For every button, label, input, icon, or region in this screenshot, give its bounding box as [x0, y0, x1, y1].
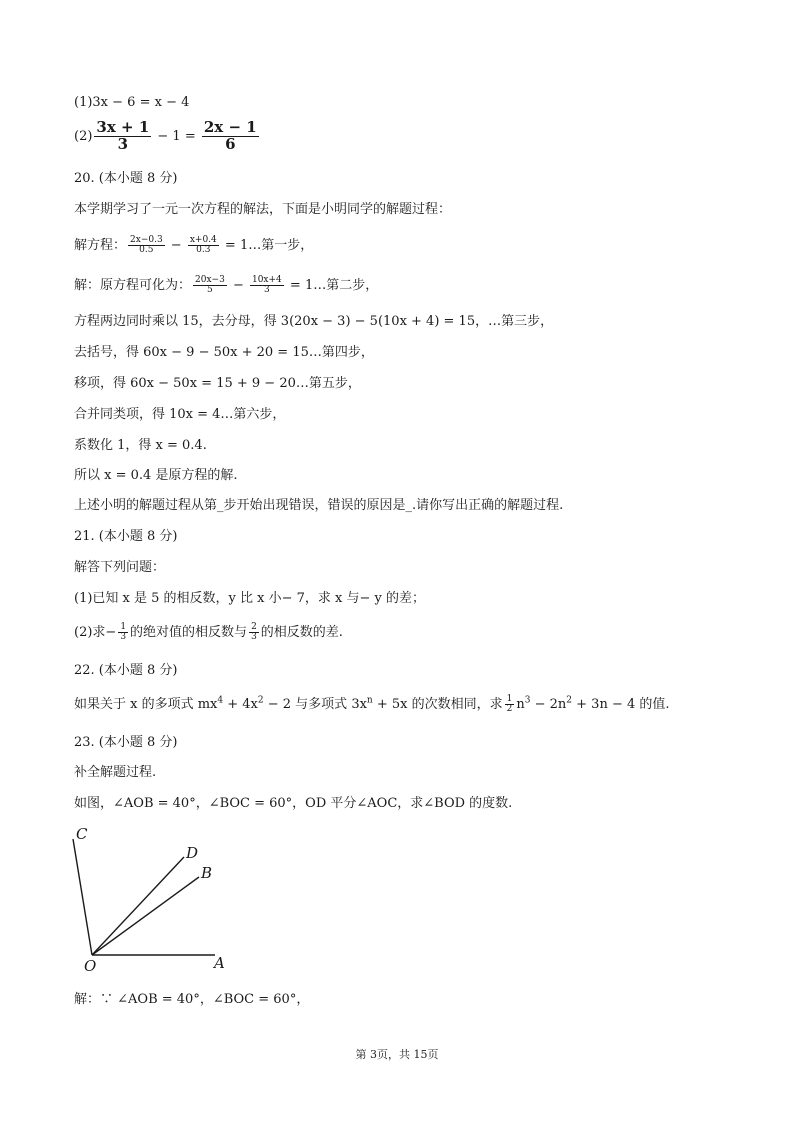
- q22-header: 22. (本小题 8 分): [74, 663, 178, 678]
- q20-step1-tail: = 1…第一步，: [220, 238, 314, 253]
- q21-frac1-den: 3: [120, 632, 127, 642]
- angle-figure: [60, 824, 250, 980]
- q23-problem: 如图，∠AOB = 40°，∠BOC = 60°，OD 平分∠AOC，求∠BOD 的度数.: [74, 796, 513, 811]
- q21-frac2-num: 2: [251, 621, 257, 632]
- q20-step1-frac1-den: 0.5: [128, 245, 165, 255]
- q20-step4: 去括号，得 60x − 9 − 50x + 20 = 15…第四步，: [74, 345, 374, 360]
- label-o: O: [84, 957, 97, 975]
- q22-sup2: 2: [257, 695, 264, 706]
- q19-frac1-num: 3x + 1: [96, 118, 150, 137]
- q22-sup1: 4: [217, 695, 224, 706]
- q21-part2-tail: 的相反数的差.: [260, 625, 343, 640]
- q19-frac2: [202, 120, 259, 153]
- q20-step1-frac1: [128, 236, 165, 256]
- label-a: A: [214, 954, 225, 972]
- q21-part2: [74, 620, 343, 646]
- q20-step7: 系数化 1，得 x = 0.4.: [74, 438, 207, 453]
- q22-text-d: + 5x 的次数相同，求: [372, 697, 503, 712]
- q20-step1-label: 解方程：: [74, 238, 127, 253]
- q19-part2-mid: − 1 =: [153, 129, 200, 144]
- q21-frac1: [118, 623, 128, 643]
- q20-step1-frac2-num: x+0.4: [189, 234, 217, 245]
- q20-intro: 本学期学习了一元一次方程的解法，下面是小明同学的解题过程：: [74, 202, 452, 217]
- q20-step8: 所以 x = 0.4 是原方程的解.: [74, 468, 238, 483]
- q20-step2-frac1-num: 20x−3: [195, 274, 225, 285]
- label-b: B: [201, 864, 213, 882]
- q20-header: 20. (本小题 8 分): [74, 171, 178, 186]
- q21-part2-prefix: (2)求−: [74, 625, 117, 640]
- q21-part1: (1)已知 x 是 5 的相反数，y 比 x 小− 7，求 x 与− y 的差；: [74, 591, 426, 606]
- q20-question: 上述小明的解题过程从第_步开始出现错误，错误的原因是_.请你写出正确的解题过程.: [74, 498, 564, 513]
- q19-frac2-den: 6: [202, 136, 259, 153]
- q20-step1-frac2: [188, 236, 219, 256]
- q20-step2-frac2-num: 10x+4: [251, 274, 282, 285]
- q22-text-g: + 3n − 4 的值.: [572, 697, 670, 712]
- q21-frac2: [249, 623, 259, 643]
- label-d: D: [186, 844, 199, 862]
- q22-frac-num: 1: [506, 693, 513, 704]
- q22-text-f: − 2n: [530, 697, 567, 712]
- q20-step2-tail: = 1…第二步，: [285, 278, 379, 293]
- q21-header: 21. (本小题 8 分): [74, 529, 178, 544]
- q22-sup3: n: [366, 695, 373, 706]
- q23-solution-start: 解：∵ ∠AOB = 40°，∠BOC = 60°，: [74, 992, 310, 1007]
- q22-frac-den: 2: [506, 704, 513, 714]
- q20-step3: 方程两边同时乘以 15，去分母，得 3(20x − 3) − 5(10x + 4) = 15，…第三步，: [74, 314, 554, 329]
- q20-step2-frac2: [250, 276, 284, 296]
- q19-part1: (1)3x − 6 = x − 4: [74, 95, 190, 110]
- q19-part2: [74, 120, 261, 154]
- q19-frac1: [94, 120, 151, 153]
- q21-intro: 解答下列问题：: [74, 560, 166, 575]
- q22-sup4: 3: [524, 695, 531, 706]
- q22-text-a: 如果关于 x 的多项式 mx: [74, 697, 218, 712]
- q21-part2-mid: 的绝对值的相反数与: [130, 625, 248, 640]
- ray-od: [92, 857, 184, 955]
- q20-step1-frac2-den: 0.3: [188, 245, 219, 255]
- q20-step1-frac1-num: 2x−0.3: [130, 234, 163, 245]
- q20-step2-frac2-den: 3: [250, 285, 284, 295]
- q22-text-c: − 2 与多项式 3x: [263, 697, 367, 712]
- q19-frac1-den: 3: [94, 136, 151, 153]
- q20-step2-label: 解：原方程可化为：: [74, 278, 192, 293]
- q20-step2-frac1-den: 5: [193, 285, 227, 295]
- q22-text: [74, 692, 670, 718]
- q23-intro: 补全解题过程.: [74, 765, 157, 780]
- label-c: C: [76, 825, 88, 843]
- q22-text-b: + 4x: [223, 697, 258, 712]
- q22-text-e: n: [516, 697, 525, 712]
- q21-frac1-num: 1: [120, 621, 127, 632]
- q20-step5: 移项，得 60x − 50x = 15 + 9 − 20…第五步，: [74, 376, 361, 391]
- ray-oc: [73, 839, 92, 955]
- q20-step6: 合并同类项，得 10x = 4…第六步，: [74, 407, 286, 422]
- q21-frac2-den: 3: [251, 632, 257, 642]
- q19-part2-prefix: (2): [74, 129, 93, 144]
- q22-frac: [505, 695, 515, 715]
- q20-step2: 解：原方程可化为： $\frac{20x-3}{5}$ − $\frac{10x+4}{3}$ = 1…第二步，: [74, 274, 379, 295]
- q20-step1: 解方程： $\frac{2x-0.3}{0.5}$ − $\frac{x+0.4}{0.3}$ = 1…第一步，: [74, 234, 314, 255]
- ray-ob: [92, 877, 199, 955]
- q20-step2-frac1: [193, 276, 227, 296]
- page-footer: 第 3页，共 15页: [355, 1048, 439, 1061]
- q23-header: 23. (本小题 8 分): [74, 735, 178, 750]
- q19-frac2-num: 2x − 1: [203, 118, 257, 137]
- q22-sup5: 2: [566, 695, 573, 706]
